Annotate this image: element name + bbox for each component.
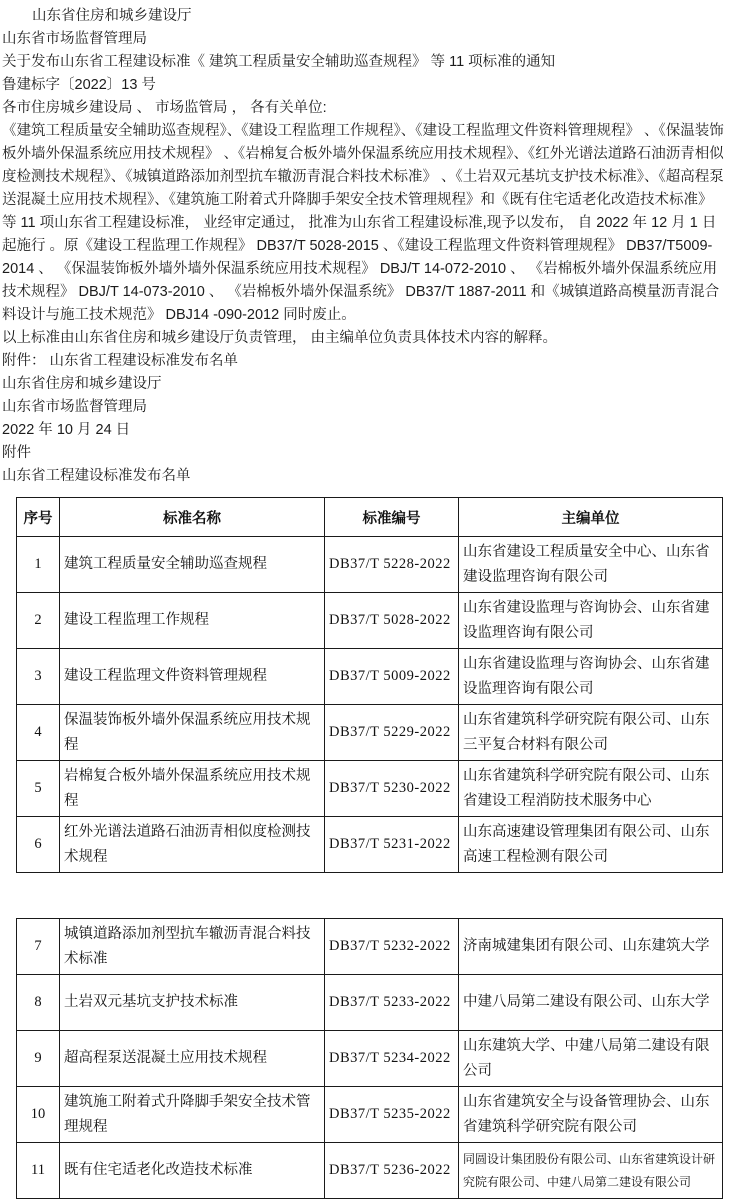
cell-standard-name: 城镇道路添加剂型抗车辙沥青混合料技术标准 xyxy=(60,919,325,975)
cell-standard-code: DB37/T 5232-2022 xyxy=(325,919,459,975)
table-row xyxy=(17,705,723,761)
cell-chief-editor-unit: 山东省建筑安全与设备管理协会、山东省建筑科学研究院有限公司 xyxy=(459,1087,723,1143)
cell-standard-code: DB37/T 5028-2022 xyxy=(325,593,459,649)
cell-standard-name: 建设工程监理文件资料管理规程 xyxy=(60,649,325,705)
notice-title: 关于发布山东省工程建设标准《 建筑工程质量安全辅助巡查规程》 等 11 项标准的通知 xyxy=(2,54,556,70)
cell-index: 4 xyxy=(17,705,60,761)
cell-chief-editor-unit: 山东省建筑科学研究院有限公司、山东三平复合材料有限公司 xyxy=(459,705,723,761)
agency-header-2: 山东省市场监督管理局 xyxy=(2,31,147,47)
cell-index: 9 xyxy=(17,1031,60,1087)
cell-standard-code: DB37/T 5229-2022 xyxy=(325,705,459,761)
col-header-code: 标准编号 xyxy=(325,498,459,537)
table-row xyxy=(17,593,723,649)
list-title: 山东省工程建设标准发布名单 xyxy=(2,468,191,484)
table-row xyxy=(17,975,723,1031)
table-header-row xyxy=(17,498,723,537)
cell-standard-name: 建筑施工附着式升降脚手架安全技术管理规程 xyxy=(60,1087,325,1143)
cell-index: 10 xyxy=(17,1087,60,1143)
cell-chief-editor-unit: 山东省建设监理与咨询协会、山东省建设监理咨询有限公司 xyxy=(459,593,723,649)
cell-standard-code: DB37/T 5233-2022 xyxy=(325,975,459,1031)
attachment-label: 附件 xyxy=(2,445,31,461)
cell-standard-name: 土岩双元基坑支护技术标准 xyxy=(60,975,325,1031)
cell-standard-name: 岩棉复合板外墙外保温系统应用技术规程 xyxy=(60,761,325,817)
notice-document xyxy=(0,0,732,488)
cell-index: 8 xyxy=(17,975,60,1031)
cell-index: 7 xyxy=(17,919,60,975)
cell-standard-code: DB37/T 5009-2022 xyxy=(325,649,459,705)
closing-note: 以上标准由山东省住房和城乡建设厅负责管理， 由主编单位负责具体技术内容的解释。 xyxy=(2,330,558,346)
cell-chief-editor-unit: 中建八局第二建设有限公司、山东大学 xyxy=(459,975,723,1031)
cell-index: 6 xyxy=(17,817,60,873)
col-header-name: 标准名称 xyxy=(60,498,325,537)
cell-standard-name: 超高程泵送混凝土应用技术规程 xyxy=(60,1031,325,1087)
table-row xyxy=(17,761,723,817)
table-row xyxy=(17,1087,723,1143)
cell-chief-editor-unit: 同圆设计集团股份有限公司、山东省建筑设计研究院有限公司、中建八局第二建设有限公司 xyxy=(459,1143,723,1199)
cell-standard-code: DB37/T 5236-2022 xyxy=(325,1143,459,1199)
cell-index: 5 xyxy=(17,761,60,817)
cell-standard-code: DB37/T 5234-2022 xyxy=(325,1031,459,1087)
standards-table-part1 xyxy=(16,497,723,873)
salutation: 各市住房城乡建设局 、 市场监管局 ， 各有关单位: xyxy=(2,100,327,116)
cell-index: 3 xyxy=(17,649,60,705)
standards-table-part2 xyxy=(16,918,723,1199)
col-header-unit: 主编单位 xyxy=(459,498,723,537)
table-row xyxy=(17,919,723,975)
cell-chief-editor-unit: 山东省建设监理与咨询协会、山东省建设监理咨询有限公司 xyxy=(459,649,723,705)
body-paragraph: 《建筑工程质量安全辅助巡查规程》、《建设工程监理工作规程》、《建设工程监理文件资料管理规程》 、《保温装饰板外墙外保温系统应用技术规程》 、《岩棉复合板外墙外保温系统应用技术规程》、《红外光谱法道路石油沥青相似度检测技术规程》、《城镇道路添加剂型抗车辙沥青混合料技术标准》 、《土岩双元基坑支护技术标准》、《超高程泵送混凝土应用技术规程》、《建筑施工附着式升降脚手架安全技术管理规程》和《既有住宅适老化改造技术标准》 等 11 项山东省工程建设标准， 业经审定通过， 批准为山东省工程建设标准,现予以发布， 自 2022 年 12 月 1 日起施行 。原《建设工程监理工作规程》 DB37/T 5028-2015 、《建设工程监理文件资料管理规程》 DB37/T5009-2014 、 《保温装饰板外墙外墙外保温系统应用技术规程》 DBJ/T 14-072-2010 、 《岩棉板外墙外保温系统应用技术规程》 DBJ/T 14-073-2010 、 《岩棉板外墙外保温系统》 DB37/T 1887-2011 和《城镇道路高模量沥青混合料设计与施工技术规范》 DBJ14 -090-2012 同时废止。 xyxy=(2,123,724,323)
doc-number: 鲁建标字〔2022〕13 号 xyxy=(2,77,156,93)
cell-standard-name: 既有住宅适老化改造技术标准 xyxy=(60,1143,325,1199)
cell-standard-code: DB37/T 5235-2022 xyxy=(325,1087,459,1143)
cell-chief-editor-unit: 山东建筑大学、中建八局第二建设有限公司 xyxy=(459,1031,723,1087)
cell-index: 11 xyxy=(17,1143,60,1199)
cell-index: 1 xyxy=(17,537,60,593)
issue-date: 2022 年 10 月 24 日 xyxy=(2,422,131,438)
table-row xyxy=(17,1031,723,1087)
cell-standard-code: DB37/T 5228-2022 xyxy=(325,537,459,593)
signer-2: 山东省市场监督管理局 xyxy=(2,399,147,415)
cell-standard-name: 建设工程监理工作规程 xyxy=(60,593,325,649)
spacer xyxy=(0,488,732,497)
cell-index: 2 xyxy=(17,593,60,649)
cell-standard-name: 红外光谱法道路石油沥青相似度检测技术规程 xyxy=(60,817,325,873)
cell-standard-code: DB37/T 5231-2022 xyxy=(325,817,459,873)
table-row xyxy=(17,649,723,705)
cell-chief-editor-unit: 济南城建集团有限公司、山东建筑大学 xyxy=(459,919,723,975)
cell-chief-editor-unit: 山东省建设工程质量安全中心、山东省建设监理咨询有限公司 xyxy=(459,537,723,593)
cell-chief-editor-unit: 山东省建筑科学研究院有限公司、山东省建设工程消防技术服务中心 xyxy=(459,761,723,817)
cell-standard-name: 建筑工程质量安全辅助巡查规程 xyxy=(60,537,325,593)
cell-chief-editor-unit: 山东高速建设管理集团有限公司、山东高速工程检测有限公司 xyxy=(459,817,723,873)
cell-standard-name: 保温装饰板外墙外保温系统应用技术规程 xyxy=(60,705,325,761)
col-header-index: 序号 xyxy=(17,498,60,537)
signer-1: 山东省住房和城乡建设厅 xyxy=(2,376,162,392)
cell-standard-code: DB37/T 5230-2022 xyxy=(325,761,459,817)
table-row xyxy=(17,537,723,593)
agency-header-1: 山东省住房和城乡建设厅 xyxy=(32,8,192,24)
table-row xyxy=(17,817,723,873)
attachment-note: 附件： 山东省工程建设标准发布名单 xyxy=(2,353,239,369)
page-break-gap xyxy=(0,873,732,918)
